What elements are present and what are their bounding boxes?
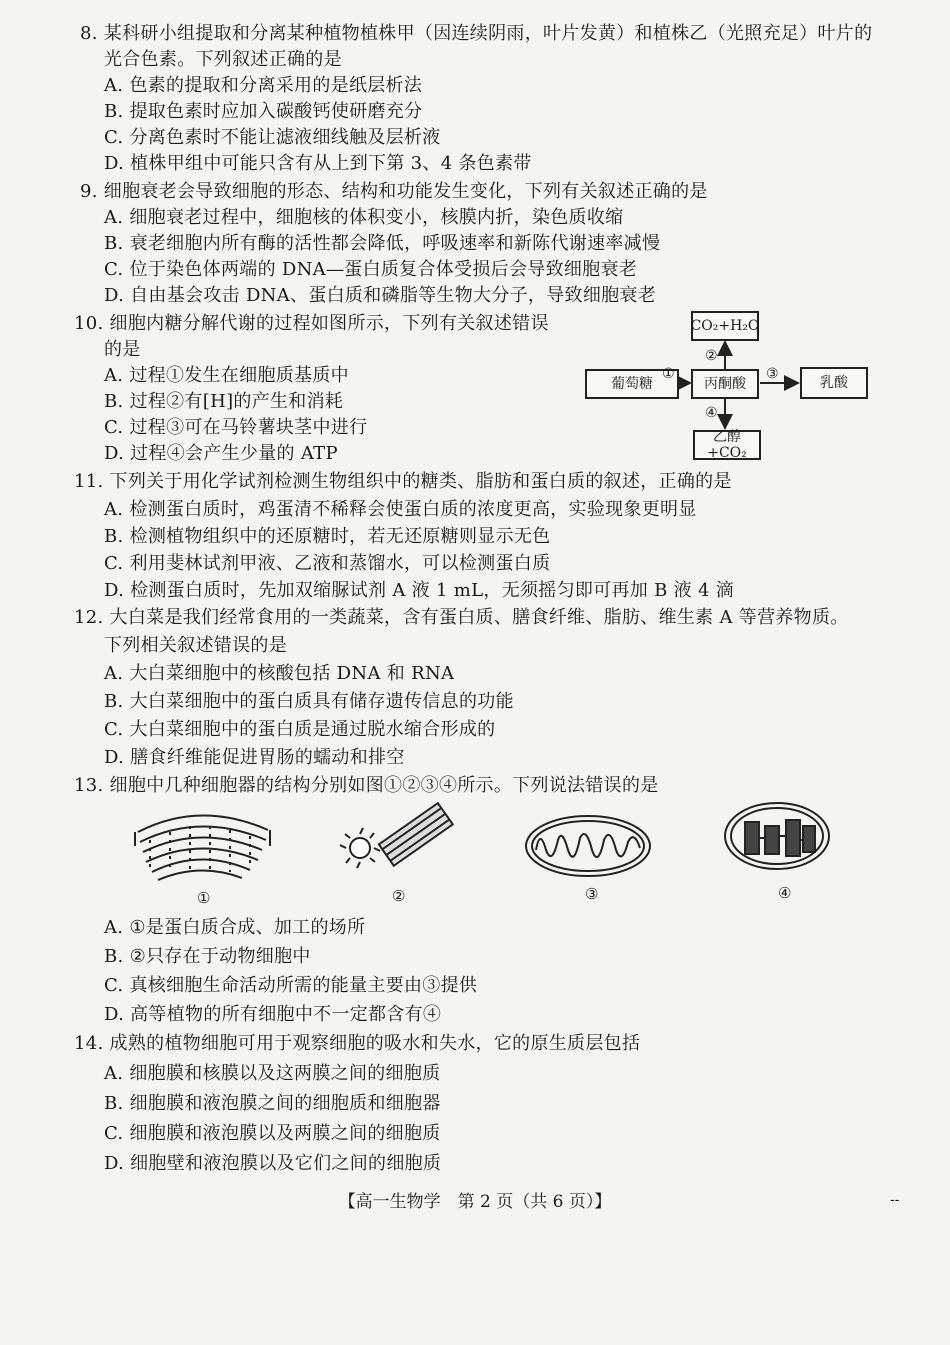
co2-h2o-label: CO₂+H₂O — [690, 318, 760, 334]
centrosome-icon — [340, 803, 453, 868]
q9-option-d: D. 自由基会攻击 DNA、蛋白质和磷脂等生物大分子，导致细胞衰老 — [104, 285, 657, 306]
q9-option-b: B. 衰老细胞内所有酶的活性都会降低，呼吸速率和新陈代谢速率减慢 — [104, 233, 661, 254]
endoplasmic-reticulum-icon — [135, 815, 270, 880]
mitochondrion-icon — [526, 816, 650, 876]
q8-stem-line2: 光合色素。下列叙述正确的是 — [104, 49, 342, 70]
q10-stem-line2: 的是 — [104, 339, 141, 360]
q13-option-d: D. 高等植物的所有细胞中不一定都含有④ — [104, 1004, 442, 1025]
organelle-label-4: ④ — [778, 884, 792, 902]
q8-option-a: A. 色素的提取和分离采用的是纸层析法 — [104, 75, 423, 96]
q10-option-c: C. 过程③可在马铃薯块茎中进行 — [104, 417, 368, 438]
q14-stem: 14. 成熟的植物细胞可用于观察细胞的吸水和失水，它的原生质层包括 — [74, 1033, 641, 1054]
q12-stem-line1: 12. 大白菜是我们经常食用的一类蔬菜，含有蛋白质、膳食纤维、脂肪、维生素 A 等营养物质。 — [74, 607, 849, 628]
q10-option-a: A. 过程①发生在细胞质基质中 — [104, 365, 349, 386]
q8-option-d: D. 植株甲组中可能只含有从上到下第 3、4 条色素带 — [104, 153, 532, 174]
q14-option-b: B. 细胞膜和液泡膜之间的细胞质和细胞器 — [104, 1093, 441, 1114]
co2-h2o-box — [691, 311, 759, 341]
q12-option-c: C. 大白菜细胞中的蛋白质是通过脱水缩合形成的 — [104, 719, 496, 740]
pyruvate-label: 丙酮酸 — [704, 376, 746, 392]
ethanol-co2-box — [693, 430, 761, 460]
step1-label: ① — [662, 366, 675, 382]
q10-option-d: D. 过程④会产生少量的 ATP — [104, 443, 338, 464]
q11-option-c: C. 利用斐林试剂甲液、乙液和蒸馏水，可以检测蛋白质 — [104, 553, 551, 574]
q13-option-b: B. ②只存在于动物细胞中 — [104, 946, 311, 967]
q13-option-a: A. ①是蛋白质合成、加工的场所 — [104, 917, 366, 938]
q8-option-b: B. 提取色素时应加入碳酸钙使研磨充分 — [104, 101, 423, 122]
lactate-box — [800, 367, 868, 399]
diagram-arrows — [0, 0, 950, 480]
page-footer: 【高一生物学 第 2 页（共 6 页）】 — [338, 1192, 612, 1212]
step3-label: ③ — [766, 366, 779, 382]
ethanol-co2-label: 乙醇+CO₂ — [707, 429, 747, 461]
q8-option-c: C. 分离色素时不能让滤液细线触及层析液 — [104, 127, 441, 148]
q11-option-a: A. 检测蛋白质时，鸡蛋清不稀释会使蛋白质的浓度更高，实验现象更明显 — [104, 499, 697, 520]
q10-stem-line1: 10. 细胞内糖分解代谢的过程如图所示，下列有关叙述错误 — [74, 313, 549, 334]
q14-option-a: A. 细胞膜和核膜以及这两膜之间的细胞质 — [104, 1063, 441, 1084]
step4-label: ④ — [705, 405, 718, 421]
q8-stem-line1: 8. 某科研小组提取和分离某种植物植株甲（因连续阴雨，叶片发黄）和植株乙（光照充足）叶片的 — [80, 23, 873, 44]
lactate-label: 乳酸 — [820, 375, 848, 391]
glucose-label: 葡萄糖 — [611, 376, 653, 392]
q14-option-c: C. 细胞膜和液泡膜以及两膜之间的细胞质 — [104, 1123, 441, 1144]
q9-option-c: C. 位于染色体两端的 DNA—蛋白质复合体受损后会导致细胞衰老 — [104, 259, 638, 280]
q11-option-d: D. 检测蛋白质时，先加双缩脲试剂 A 液 1 mL，无须摇匀即可再加 B 液 4 滴 — [104, 580, 735, 601]
q11-option-b: B. 检测植物组织中的还原糖时，若无还原糖则显示无色 — [104, 526, 551, 547]
q11-stem: 11. 下列关于用化学试剂检测生物组织中的糖类、脂肪和蛋白质的叙述，正确的是 — [74, 471, 732, 492]
q9-option-a: A. 细胞衰老过程中，细胞核的体积变小，核膜内折，染色质收缩 — [104, 207, 624, 228]
q12-option-b: B. 大白菜细胞中的蛋白质具有储存遗传信息的功能 — [104, 691, 514, 712]
q12-option-a: A. 大白菜细胞中的核酸包括 DNA 和 RNA — [104, 663, 455, 684]
q9-stem: 9. 细胞衰老会导致细胞的形态、结构和功能发生变化，下列有关叙述正确的是 — [80, 181, 708, 202]
pyruvate-box — [691, 369, 759, 399]
chloroplast-icon — [725, 803, 829, 869]
q14-option-d: D. 细胞壁和液泡膜以及它们之间的细胞质 — [104, 1153, 442, 1174]
q13-option-c: C. 真核细胞生命活动所需的能量主要由③提供 — [104, 975, 478, 996]
q10-option-b: B. 过程②有[H]的产生和消耗 — [104, 391, 344, 412]
footer-mark: -- — [890, 1192, 900, 1208]
organelle-label-3: ③ — [585, 885, 599, 903]
step2-label: ② — [705, 348, 718, 364]
organelle-label-2: ② — [392, 887, 406, 905]
organelle-label-1: ① — [197, 889, 211, 907]
q13-stem: 13. 细胞中几种细胞器的结构分别如图①②③④所示。下列说法错误的是 — [74, 775, 659, 796]
q12-stem-line2: 下列相关叙述错误的是 — [104, 635, 287, 656]
q12-option-d: D. 膳食纤维能促进胃肠的蠕动和排空 — [104, 747, 405, 768]
